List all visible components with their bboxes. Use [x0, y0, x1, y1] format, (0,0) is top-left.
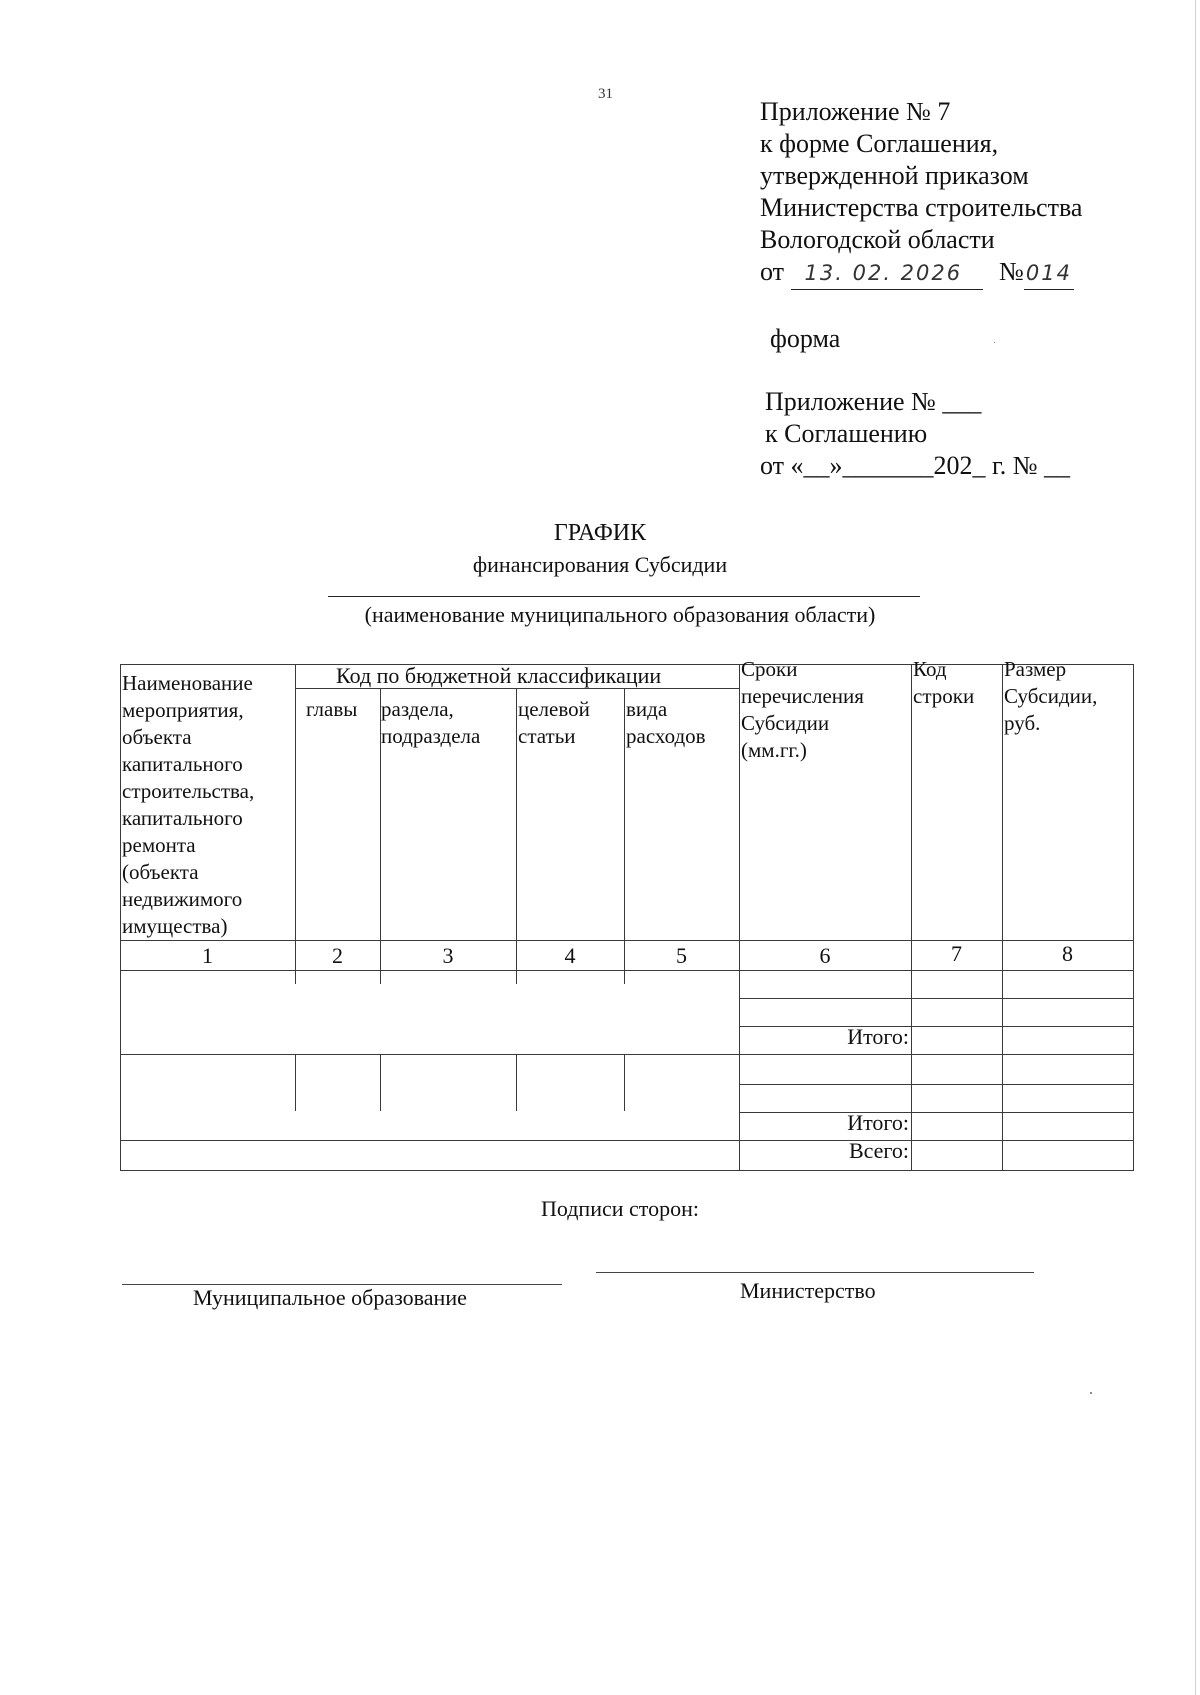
column-divider: [911, 664, 912, 1171]
header-kod-stroki: [913, 656, 974, 710]
table-border-right: [1133, 664, 1134, 1171]
header-sroki: [741, 656, 864, 764]
column-divider: [624, 1054, 625, 1111]
header-line: недвижимого: [122, 887, 243, 911]
document-title: ГРАФИК: [553, 520, 647, 546]
header-line: перечисления: [741, 684, 864, 708]
column-number: 2: [332, 943, 343, 968]
header-line: строки: [913, 684, 975, 708]
row-line: [739, 1084, 1134, 1085]
header-line: ремонта: [122, 833, 196, 857]
header-line: руб.: [1004, 711, 1041, 735]
appendix-date-line: [760, 256, 1082, 290]
header-line: раздела,: [381, 697, 454, 721]
header-line: Код: [913, 657, 947, 681]
header-line: расходов: [626, 724, 706, 748]
itogo-label: Итого:: [847, 1024, 909, 1049]
column-divider: [739, 664, 740, 1171]
scan-speck: [994, 342, 995, 343]
header-line: капитального: [122, 752, 243, 776]
column-number: 5: [676, 943, 687, 968]
header-line: статьи: [518, 724, 576, 748]
handwritten-date-field: [791, 256, 983, 290]
appendix-line: Министерства строительства: [760, 193, 1083, 222]
row-line: [120, 1054, 1134, 1055]
page-number: 31: [598, 86, 613, 102]
header-line: Субсидии: [741, 711, 830, 735]
header-line: мероприятия,: [122, 698, 244, 722]
handwritten-number-field: [1024, 256, 1074, 290]
appendix-line: к форме Соглашения,: [760, 129, 999, 158]
row-line: [739, 998, 1134, 999]
column-divider: [624, 688, 625, 984]
header-razdela: [381, 696, 480, 750]
column-number: 7: [951, 941, 962, 966]
header-line: подраздела: [381, 724, 481, 748]
handwritten-date: 13. 02. 2026: [804, 261, 963, 285]
column-divider: [295, 1054, 296, 1111]
header-tselevoy: [518, 696, 590, 750]
agreement-header: [760, 386, 1071, 482]
number-prefix: №: [999, 257, 1024, 286]
appendix-line: утвержденной приказом: [760, 161, 1029, 190]
header-line: капитального: [122, 806, 243, 830]
agreement-line-1: Приложение № ___: [765, 387, 982, 416]
header-line: Размер: [1004, 657, 1067, 681]
appendix-line: Вологодской области: [760, 225, 995, 254]
column-number: 4: [564, 943, 576, 968]
table-border-left: [120, 664, 121, 1171]
column-number: 3: [442, 943, 454, 968]
agreement-line-3: от «__»_______202_ г. № __: [760, 451, 1071, 480]
header-line: Наименование: [122, 671, 253, 695]
signature-caption-ministry: Министерство: [740, 1278, 876, 1303]
scan-edge: [1195, 0, 1196, 1695]
column-divider: [516, 1054, 517, 1111]
handwritten-number: 014: [1025, 261, 1072, 285]
header-glavy: главы: [306, 697, 358, 721]
document-subtitle: финансирования Субсидии: [472, 552, 728, 577]
form-label: форма: [770, 324, 841, 353]
header-line: Субсидии,: [1004, 684, 1098, 708]
column-numbers-bottom: [120, 970, 1134, 971]
header-razmer: [1004, 656, 1097, 737]
table-border-bottom: [120, 1170, 1134, 1171]
header-line: объекта: [122, 725, 192, 749]
agreement-line-2: к Соглашению: [765, 419, 928, 448]
header-line: (мм.гг.): [741, 738, 807, 762]
row-line: [120, 1140, 1134, 1141]
scan-speck: [1090, 1392, 1092, 1394]
municipality-name-line: [328, 596, 920, 597]
column-divider: [380, 1054, 381, 1111]
header-line: имущества): [122, 914, 228, 938]
header-budget-code: Код по бюджетной классификации: [336, 663, 662, 688]
header-line: целевой: [518, 697, 590, 721]
column-number: 1: [202, 943, 213, 968]
header-vida: [626, 696, 706, 750]
header-event-name: [122, 670, 254, 940]
appendix-line: Приложение № 7: [760, 97, 951, 126]
signature-line-right: [596, 1272, 1034, 1273]
column-number: 8: [1062, 941, 1073, 966]
column-divider: [516, 688, 517, 984]
column-number: 6: [819, 943, 831, 968]
municipality-name-caption: (наименование муниципального образования области): [364, 602, 876, 627]
date-prefix: от: [760, 257, 785, 286]
signature-caption-municipality: Муниципальное образование: [193, 1285, 467, 1310]
signatures-title: Подписи сторон:: [540, 1196, 699, 1221]
itogo-label: Итого:: [847, 1110, 909, 1135]
header-line: (объекта: [122, 860, 199, 884]
header-line: строительства,: [122, 779, 255, 803]
vsego-label: Всего:: [848, 1138, 909, 1163]
header-line: Сроки: [741, 657, 798, 681]
header-line: вида: [626, 697, 668, 721]
appendix-header: [760, 96, 1082, 290]
column-divider: [1002, 664, 1003, 1171]
column-divider: [295, 664, 296, 984]
